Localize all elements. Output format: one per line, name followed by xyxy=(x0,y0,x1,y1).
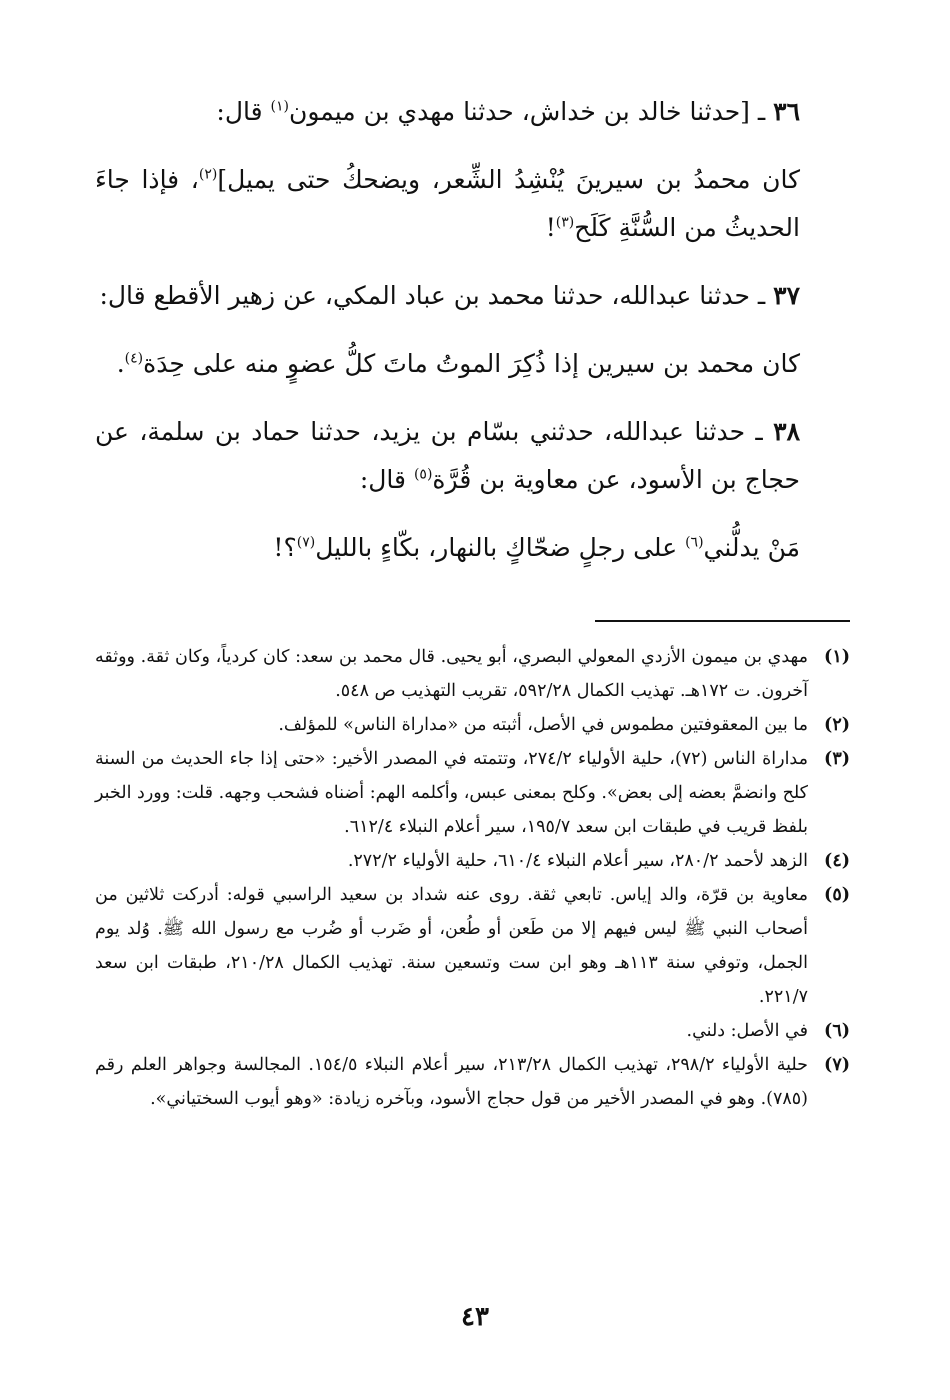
footnote-number: (٢) xyxy=(824,715,850,735)
footnotes xyxy=(95,640,850,1116)
entry-38 xyxy=(95,408,850,572)
entry-text: كان محمد بن سيرين إذا ذُكِرَ الموتُ ماتَ كلُّ عضوٍ منه على حِدَة$^{(٤)}$. xyxy=(116,349,800,378)
footnote-text: في الأصل: دلني. xyxy=(686,1021,808,1041)
footnote-1 xyxy=(95,640,850,708)
page-number: ٤٣ xyxy=(461,1302,489,1332)
footnote-number: (١) xyxy=(824,647,850,667)
footnote-number: (٦) xyxy=(824,1021,850,1041)
footnote-number: (٥) xyxy=(824,885,850,905)
footnote-ref: (٣) xyxy=(555,214,575,231)
footnote-number: (٤) xyxy=(824,851,850,871)
footnote-text: الزهد لأحمد ٢٨٠/٢، سير أعلام النبلاء ٦١٠/٤، حلية الأولياء ٢٧٢/٢. xyxy=(347,851,808,871)
main-text xyxy=(95,88,850,572)
footnote-ref: (٧) xyxy=(296,534,316,551)
entry-text: مَنْ يدلُّني$^{(٦)}$ على رجلٍ ضحّاكٍ بالنهار، بكّاءٍ بالليل$^{(٧)}$؟! xyxy=(273,533,800,562)
footnote-ref: (٥) xyxy=(413,466,433,483)
entry-36 xyxy=(95,88,850,252)
footnote-3 xyxy=(95,742,850,844)
footnote-ref: (١) xyxy=(270,98,289,115)
footnote-text: مهدي بن ميمون الأزدي المعولي البصري، أبو يحيى. قال محمد بن سعد: كان كردياً، وكان ثقة. ووثقه آخرون. ت ١٧٢هـ. تهذيب الكمال ٥٩٢/٢٨، تقريب التهذيب ص ٥٤٨. xyxy=(95,647,808,701)
entry-intro: ٣٨ ـ حدثنا عبدالله، حدثني بسّام بن يزيد، حدثنا حماد بن سلمة، عن حجاج بن الأسود، عن معاوية بن قُرَّة$^{(٥)}$ قال: xyxy=(95,417,800,494)
footnote-ref: (٢) xyxy=(198,166,218,183)
footnote-text: حلية الأولياء ٢٩٨/٢، تهذيب الكمال ٢١٣/٢٨، سير أعلام النبلاء ١٥٤/٥. المجالسة وجواهر العلم رقم (٧٨٥). وهو في المصدر الأخير من قول حجاج الأسود، وبآخره زيادة: «وهو أيوب السختياني». xyxy=(95,1055,808,1109)
footnote-number: (٧) xyxy=(824,1055,850,1075)
footnote-number: (٣) xyxy=(824,749,850,769)
entry-number: ٣٦ xyxy=(773,97,800,126)
entry-37 xyxy=(95,272,850,388)
footnote-ref: (٦) xyxy=(685,534,704,551)
entry-number: ٣٨ xyxy=(773,417,800,446)
footnote-5 xyxy=(95,878,850,1014)
footnote-4 xyxy=(95,844,850,878)
footnote-text: مداراة الناس (٧٢)، حلية الأولياء ٢٧٤/٢، وتتمته في المصدر الأخير: «حتى إذا جاء الحديث من السنة كلح وانضمَّ بعضه إلى بعض». وكلح بمعنى عبس، وأكلمه الهم: أضناه فشحب وجهه. قلت: وورد الخبر بلفظ قريب في طبقات ابن سعد ١٩٥/٧، سير أعلام النبلاء ٦١٢/٤. xyxy=(95,749,808,837)
footnote-text: معاوية بن قرّة، والد إياس. تابعي ثقة. روى عنه شداد بن سعيد الراسبي قوله: أدركت ثلاثين من أصحاب النبي ﷺ ليس فيهم إلا من طَعن أو طُعن، أو ضَرب أو ضُرب مع رسول الله ﷺ. وُلد يوم الجمل، وتوفي سنة ١١٣هـ وهو ابن ست وتسعين سنة. تهذيب الكمال ٢١٠/٢٨، طبقات ابن سعد ٢٢١/٧. xyxy=(95,885,808,1007)
footnote-2 xyxy=(95,708,850,742)
entry-intro: ٣٧ ـ حدثنا عبدالله، حدثنا محمد بن عباد المكي، عن زهير الأقطع قال: xyxy=(99,281,800,310)
footnote-6 xyxy=(95,1014,850,1048)
entry-text: كان محمدُ بن سيرينَ يُنْشِدُ الشِّعر، ويضحكُ حتى يميل]$^{(٢)}$، فإذا جاءَ الحديثُ من السُّنَّةِ كَلَح$^{(٣)}$! xyxy=(95,165,800,242)
entry-number: ٣٧ xyxy=(773,281,800,310)
entry-intro: ٣٦ ـ [حدثنا خالد بن خداش، حدثنا مهدي بن ميمون$^{(١)}$ قال: xyxy=(216,97,800,126)
footnote-7 xyxy=(95,1048,850,1116)
footnote-ref: (٤) xyxy=(124,350,144,367)
footnote-text: ما بين المعقوفتين مطموس في الأصل، أثبته من «مداراة الناس» للمؤلف. xyxy=(278,715,808,735)
footnote-separator xyxy=(595,620,850,622)
